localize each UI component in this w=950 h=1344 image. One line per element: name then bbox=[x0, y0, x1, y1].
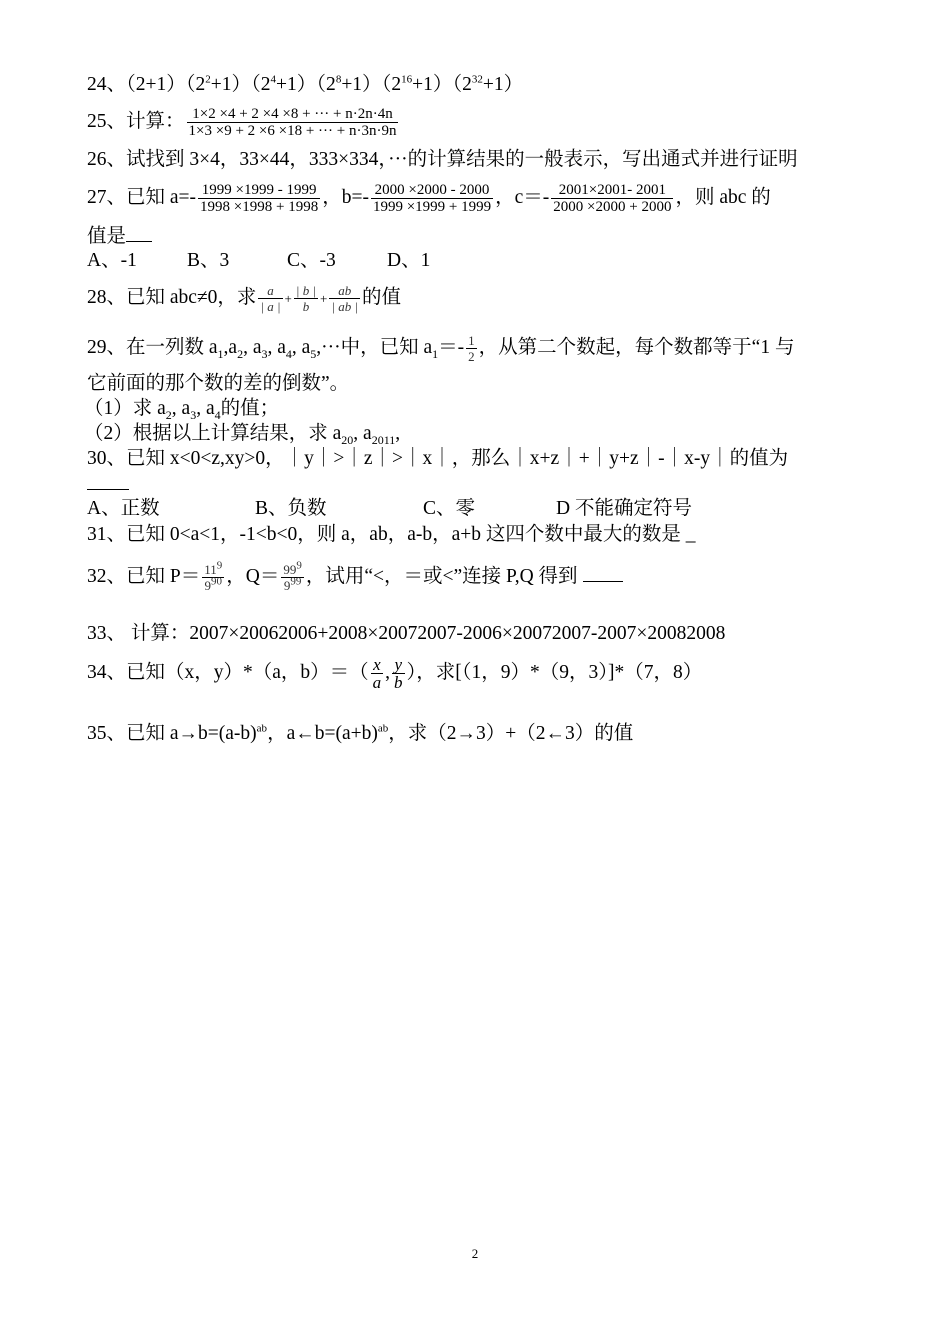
factor: （2 bbox=[316, 74, 336, 95]
option-c: C、零 bbox=[423, 498, 476, 519]
subscript: 4 bbox=[214, 407, 221, 422]
question-text: 35、已知 a bbox=[87, 723, 179, 744]
factor: （2 bbox=[251, 74, 271, 95]
factor: （2+1） bbox=[126, 74, 186, 95]
question-29-part2 bbox=[84, 422, 874, 446]
page-number: 2 bbox=[471, 1246, 479, 1261]
question-text: ，a bbox=[267, 723, 296, 744]
exponent: 9 bbox=[216, 559, 223, 572]
fraction-c bbox=[551, 182, 673, 215]
question-text: 它前面的那个数的差的倒数”。 bbox=[87, 373, 350, 394]
question-29 bbox=[87, 333, 877, 364]
fraction bbox=[371, 656, 384, 691]
question-text: （2）根据以上计算结果，求 a bbox=[84, 423, 342, 444]
question-text: ＝- bbox=[438, 336, 465, 358]
subscript: 2 bbox=[237, 346, 244, 361]
exponent: ab bbox=[377, 722, 389, 735]
question-text: , a bbox=[353, 423, 372, 444]
question-text: ，则 abc 的 bbox=[675, 186, 771, 208]
subscript: 2011 bbox=[371, 432, 396, 447]
fraction-denominator: b bbox=[302, 299, 310, 314]
question-text: ，求（2 bbox=[388, 723, 457, 744]
question-text: ，Q＝ bbox=[226, 565, 280, 587]
exponent: 90 bbox=[211, 575, 222, 588]
subscript: 4 bbox=[285, 346, 292, 361]
fraction-numerator: 1×2 ×4 + 2 ×4 ×8 + ··· + n·2n·4n bbox=[187, 106, 399, 123]
question-24 bbox=[87, 73, 877, 97]
base: 9 bbox=[283, 578, 291, 593]
subscript: 3 bbox=[261, 346, 268, 361]
exponent: 4 bbox=[270, 73, 277, 86]
question-text: 33、 计算：2007×20062006+2008×20072007-2006×20072007-2007×20082008 bbox=[87, 623, 726, 644]
factor: +1） bbox=[276, 74, 317, 95]
question-text: , bbox=[395, 423, 401, 444]
fraction-p bbox=[202, 559, 224, 593]
question-text: （1）求 a bbox=[84, 398, 166, 419]
option-a: A、-1 bbox=[87, 250, 137, 271]
question-text: 27、已知 a=- bbox=[87, 186, 197, 208]
fraction-denominator: 1999 ×1999 + 1999 bbox=[372, 199, 492, 215]
option-d: D、1 bbox=[387, 250, 431, 271]
question-27-options bbox=[87, 249, 877, 273]
fraction-denominator: | a | bbox=[260, 299, 281, 314]
question-text: b=(a-b) bbox=[198, 723, 257, 744]
option-c: C、-3 bbox=[287, 250, 336, 271]
question-text: ，b=- bbox=[322, 186, 369, 208]
question-32 bbox=[87, 559, 877, 593]
question-35 bbox=[87, 722, 877, 746]
left-arrow-icon: ← bbox=[295, 723, 315, 744]
fraction bbox=[329, 283, 360, 314]
factor: +1） bbox=[210, 74, 252, 95]
fraction-b bbox=[371, 182, 493, 215]
base: 9 bbox=[204, 578, 211, 593]
question-text: , a bbox=[196, 398, 215, 419]
fraction-numerator: y bbox=[392, 656, 405, 674]
question-31 bbox=[87, 523, 877, 547]
fraction-numerator: ab bbox=[329, 283, 360, 299]
fraction-denominator: 2 bbox=[468, 349, 475, 364]
exponent: 99 bbox=[290, 575, 302, 588]
fraction-denominator: 1998 ×1998 + 1998 bbox=[200, 199, 319, 215]
option-a: A、正数 bbox=[87, 498, 160, 519]
question-26 bbox=[87, 148, 877, 172]
base: 99 bbox=[283, 562, 297, 577]
fraction bbox=[258, 283, 282, 314]
factor: +1） bbox=[341, 74, 382, 95]
question-text: , a bbox=[267, 336, 286, 358]
fraction bbox=[392, 656, 405, 691]
left-arrow-icon: ← bbox=[545, 723, 566, 744]
question-text: 的值 bbox=[362, 286, 402, 308]
option-d: D 不能确定符号 bbox=[556, 498, 692, 519]
subscript: 2 bbox=[165, 407, 172, 422]
question-text: 31、已知 0<a<1，-1<b<0，则 a，ab，a-b，a+b 这四个数中最大的数是 _ bbox=[87, 524, 696, 545]
factor: （2 bbox=[185, 74, 206, 95]
question-29-line2 bbox=[87, 372, 877, 396]
exponent: 2 bbox=[205, 73, 211, 86]
question-30-options bbox=[87, 497, 877, 521]
question-28 bbox=[87, 283, 877, 314]
fraction-numerator: 2000 ×2000 - 2000 bbox=[371, 182, 493, 199]
question-text: 值是 bbox=[87, 226, 127, 247]
question-text: b=(a+b) bbox=[314, 723, 378, 744]
question-text: 29、在一列数 a bbox=[87, 336, 218, 358]
question-27-line2 bbox=[87, 223, 877, 249]
question-text: 3）的值 bbox=[565, 723, 634, 744]
base: 11 bbox=[204, 562, 217, 577]
question-text: ,a bbox=[223, 336, 238, 358]
fraction-numerator: | b | bbox=[295, 283, 317, 298]
question-number: 25、 bbox=[87, 110, 127, 132]
question-text: ，从第二个数起，每个数都等于“1 与 bbox=[478, 336, 795, 358]
question-text: ），求[（1，9）*（9，3）]*（7，8） bbox=[406, 661, 703, 683]
fraction-numerator: 1 bbox=[468, 333, 475, 348]
option-b: B、负数 bbox=[255, 498, 327, 519]
fraction bbox=[466, 333, 477, 364]
exponent: 8 bbox=[335, 73, 342, 86]
subscript: 3 bbox=[190, 407, 197, 422]
fraction-numerator: x bbox=[371, 656, 384, 674]
fraction-denominator: 1×3 ×9 + 2 ×6 ×18 + ··· + n·3n·9n bbox=[188, 123, 397, 139]
right-arrow-icon: → bbox=[178, 723, 199, 744]
question-text: 的值； bbox=[220, 398, 280, 419]
question-text: 32、已知 P＝ bbox=[87, 565, 201, 587]
separator: , bbox=[385, 661, 391, 683]
question-29-part1 bbox=[84, 397, 874, 421]
subscript: 20 bbox=[341, 432, 354, 447]
fraction-numerator: 1999 ×1999 - 1999 bbox=[198, 182, 320, 199]
exponent: 32 bbox=[471, 73, 483, 86]
question-text: ,···中，已知 a bbox=[316, 336, 433, 358]
question-30-blank-line bbox=[87, 471, 877, 497]
question-number: 24、 bbox=[87, 74, 127, 95]
factor: +1） bbox=[412, 74, 453, 95]
question-text: , a bbox=[291, 336, 311, 358]
question-25 bbox=[87, 106, 877, 139]
question-text: 3）+（2 bbox=[476, 723, 546, 744]
fraction-q bbox=[281, 559, 304, 593]
subscript: 1 bbox=[432, 346, 439, 361]
question-34 bbox=[87, 656, 877, 691]
question-text: ，c＝- bbox=[495, 186, 550, 208]
question-text: 28、已知 abc≠0，求 bbox=[87, 286, 257, 308]
question-text: 34、已知（x，y）*（a，b）＝（ bbox=[87, 661, 369, 683]
question-text: 30、已知 x<0<z,xy>0，｜y｜>｜z｜>｜x｜，那么｜x+z｜+｜y+z｜-｜x-y｜的值为 bbox=[87, 448, 789, 469]
answer-blank bbox=[583, 563, 623, 582]
factor: （2 bbox=[452, 74, 472, 95]
operator: + bbox=[320, 290, 328, 306]
answer-blank bbox=[87, 471, 129, 490]
question-33 bbox=[87, 622, 877, 646]
exponent: 16 bbox=[401, 73, 413, 86]
operator: + bbox=[284, 290, 292, 306]
fraction-denominator: | ab | bbox=[331, 299, 359, 314]
fraction-numerator: a bbox=[258, 283, 282, 299]
exponent: 9 bbox=[296, 559, 302, 572]
question-text: , a bbox=[243, 336, 262, 358]
right-arrow-icon: → bbox=[456, 723, 477, 744]
question-text: 计算： bbox=[126, 110, 185, 132]
fraction-numerator: 2001×2001- 2001 bbox=[551, 182, 673, 199]
question-text: , a bbox=[171, 398, 191, 419]
fraction-a bbox=[198, 182, 320, 215]
fraction bbox=[294, 283, 318, 314]
exponent: ab bbox=[256, 722, 268, 735]
factor: （2 bbox=[381, 74, 402, 95]
question-text: ，试用“<，＝或<”连接 P,Q 得到 bbox=[305, 565, 578, 587]
subscript: 5 bbox=[310, 346, 317, 361]
answer-blank bbox=[126, 223, 152, 242]
fraction bbox=[187, 106, 399, 139]
subscript: 1 bbox=[217, 346, 224, 361]
factor: +1） bbox=[482, 74, 524, 95]
fraction-denominator: 2000 ×2000 + 2000 bbox=[553, 199, 672, 215]
question-30 bbox=[87, 447, 877, 471]
option-b: B、3 bbox=[187, 250, 230, 271]
question-27 bbox=[87, 182, 877, 215]
fraction-denominator: a bbox=[372, 673, 382, 692]
fraction-denominator: b bbox=[394, 673, 403, 692]
question-text: 26、试找到 3×4，33×44，333×334，···的计算结果的一般表示，写出通式并进行证明 bbox=[87, 149, 798, 170]
